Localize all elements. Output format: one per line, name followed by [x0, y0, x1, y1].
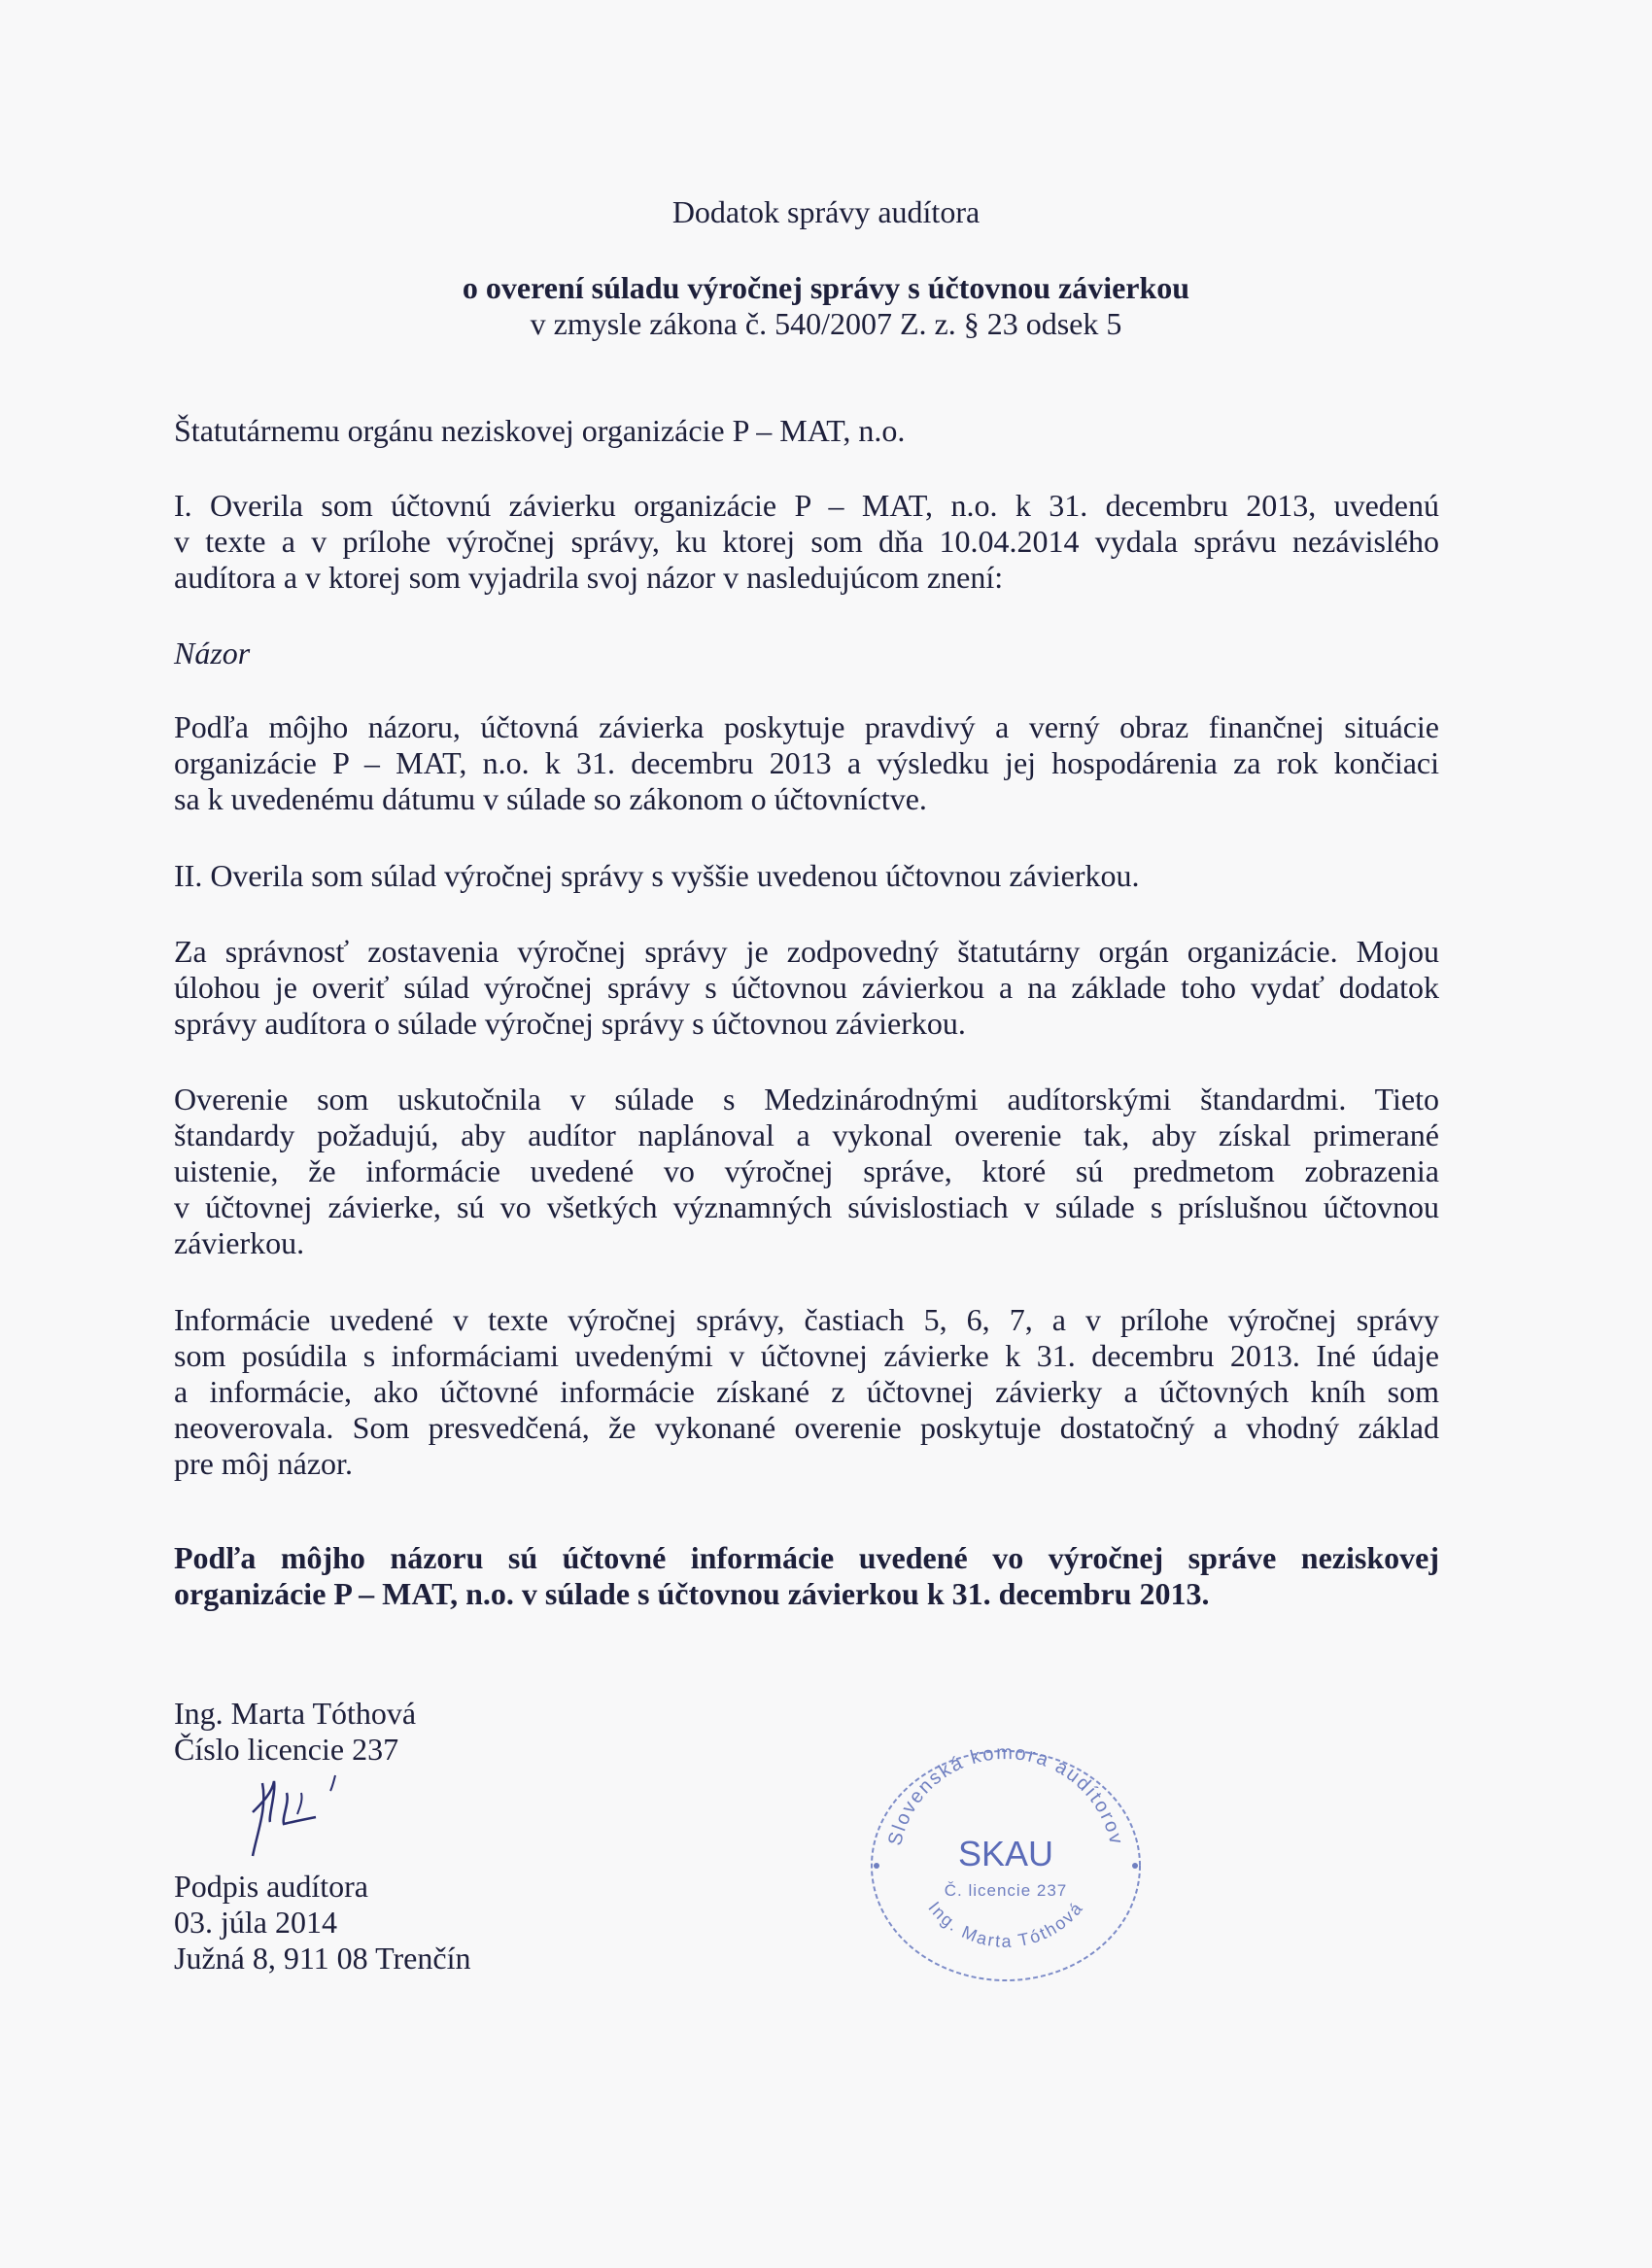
- stamp-center-text: SKAU: [957, 1834, 1054, 1873]
- paragraph-line: organizácie P – MAT, n.o. k 31. decembru 2013 a výsledku jej hospodárenia za rok končiaci: [174, 745, 1439, 780]
- conclusion-paragraph: [174, 1540, 1439, 1612]
- paragraph-line: som posúdila s informáciami uvedenými v účtovnej závierke k 31. decembru 2013. Iné údaje: [174, 1338, 1439, 1373]
- responsibility-paragraph: [174, 934, 1439, 1042]
- law-reference: v zmysle zákona č. 540/2007 Z. z. § 23 odsek 5: [530, 306, 1122, 341]
- paragraph-line: správy audítora o súlade výročnej správy s účtovnou závierkou.: [174, 1006, 966, 1041]
- auditor-stamp: [855, 1735, 1156, 1987]
- paragraph-line: Podľa môjho názoru sú účtovné informácie uvedené vo výročnej správe neziskovej: [174, 1540, 1439, 1575]
- handwritten-signature: [243, 1764, 418, 1861]
- paragraph-line: organizácie P – MAT, n.o. v súlade s účtovnou závierkou k 31. decembru 2013.: [174, 1576, 1210, 1611]
- document-title: Dodatok správy audítora: [671, 194, 981, 229]
- document-subtitle: o overení súladu výročnej správy s účtovnou závierkou: [462, 270, 1190, 305]
- paragraph-line: v účtovnej závierke, sú vo všetkých významných súvislostiach v súlade s príslušnou účtovnou: [174, 1189, 1439, 1224]
- stamp-license-text: Č. licencie 237: [944, 1881, 1068, 1900]
- paragraph-line: a informácie, ako účtovné informácie získané z účtovnej závierky a účtovných kníh som: [174, 1374, 1439, 1409]
- stamp-ring-top: Slovenská komora audítorov: [884, 1742, 1127, 1848]
- paragraph-line: Za správnosť zostavenia výročnej správy je zodpovedný štatutárny orgán organizácie. Mojou: [174, 934, 1439, 969]
- addressee: Štatutárnemu orgánu neziskovej organizácie P – MAT, n.o.: [174, 413, 906, 448]
- paragraph-line: neoverovala. Som presvedčená, že vykonané overenie poskytuje dostatočný a vhodný základ: [174, 1410, 1439, 1445]
- license-number: Číslo licencie 237: [174, 1732, 399, 1767]
- paragraph-line: uistenie, že informácie uvedené vo výročnej správe, ktoré sú predmetom zobrazenia: [174, 1153, 1439, 1188]
- paragraph-line: Podľa môjho názoru, účtovná závierka poskytuje pravdivý a verný obraz finančnej situácie: [174, 709, 1439, 744]
- standards-paragraph: [174, 1082, 1439, 1261]
- opinion-paragraph: [174, 709, 1439, 817]
- opinion-heading: Názor: [174, 636, 251, 670]
- paragraph-line: závierkou.: [174, 1225, 305, 1260]
- stamp-ring-bottom: Ing. Marta Tóthová: [924, 1897, 1087, 1951]
- paragraph-line: Informácie uvedené v texte výročnej správy, častiach 5, 6, 7, a v prílohe výročnej správy: [174, 1302, 1439, 1337]
- paragraph-line: štandardy požadujú, aby audítor naplánoval a vykonal overenie tak, aby získal primerané: [174, 1117, 1439, 1152]
- signature-date: 03. júla 2014: [174, 1905, 337, 1940]
- svg-text:Ing. Marta Tóthová: [924, 1898, 1086, 1951]
- paragraph-line: I. Overila som účtovnú závierku organizácie P – MAT, n.o. k 31. decembru 2013, uvedenú: [174, 488, 1439, 523]
- svg-text:Slovenská komora audítorov: [884, 1742, 1127, 1847]
- paragraph-line: sa k uvedenému dátumu v súlade so zákonom o účtovníctve.: [174, 781, 927, 816]
- paragraph-line: úlohou je overiť súlad výročnej správy s účtovnou závierkou a na základe toho vydať dodatok: [174, 970, 1439, 1005]
- paragraph-line: Overenie som uskutočnila v súlade s Medzinárodnými audítorskými štandardmi. Tieto: [174, 1082, 1439, 1117]
- auditor-address: Južná 8, 911 08 Trenčín: [174, 1941, 471, 1976]
- information-paragraph: [174, 1302, 1439, 1482]
- section-1-paragraph: [174, 488, 1439, 596]
- paragraph-line: pre môj názor.: [174, 1446, 353, 1481]
- paragraph-line: audítora a v ktorej som vyjadrila svoj názor v nasledujúcom znení:: [174, 560, 1004, 595]
- section-2-paragraph: II. Overila som súlad výročnej správy s vyššie uvedenou účtovnou závierkou.: [174, 858, 1140, 893]
- paragraph-line: v texte a v prílohe výročnej správy, ku ktorej som dňa 10.04.2014 vydala správu nezávislého: [174, 524, 1439, 559]
- signature-label: Podpis audítora: [174, 1869, 368, 1904]
- auditor-name: Ing. Marta Tóthová: [174, 1696, 417, 1731]
